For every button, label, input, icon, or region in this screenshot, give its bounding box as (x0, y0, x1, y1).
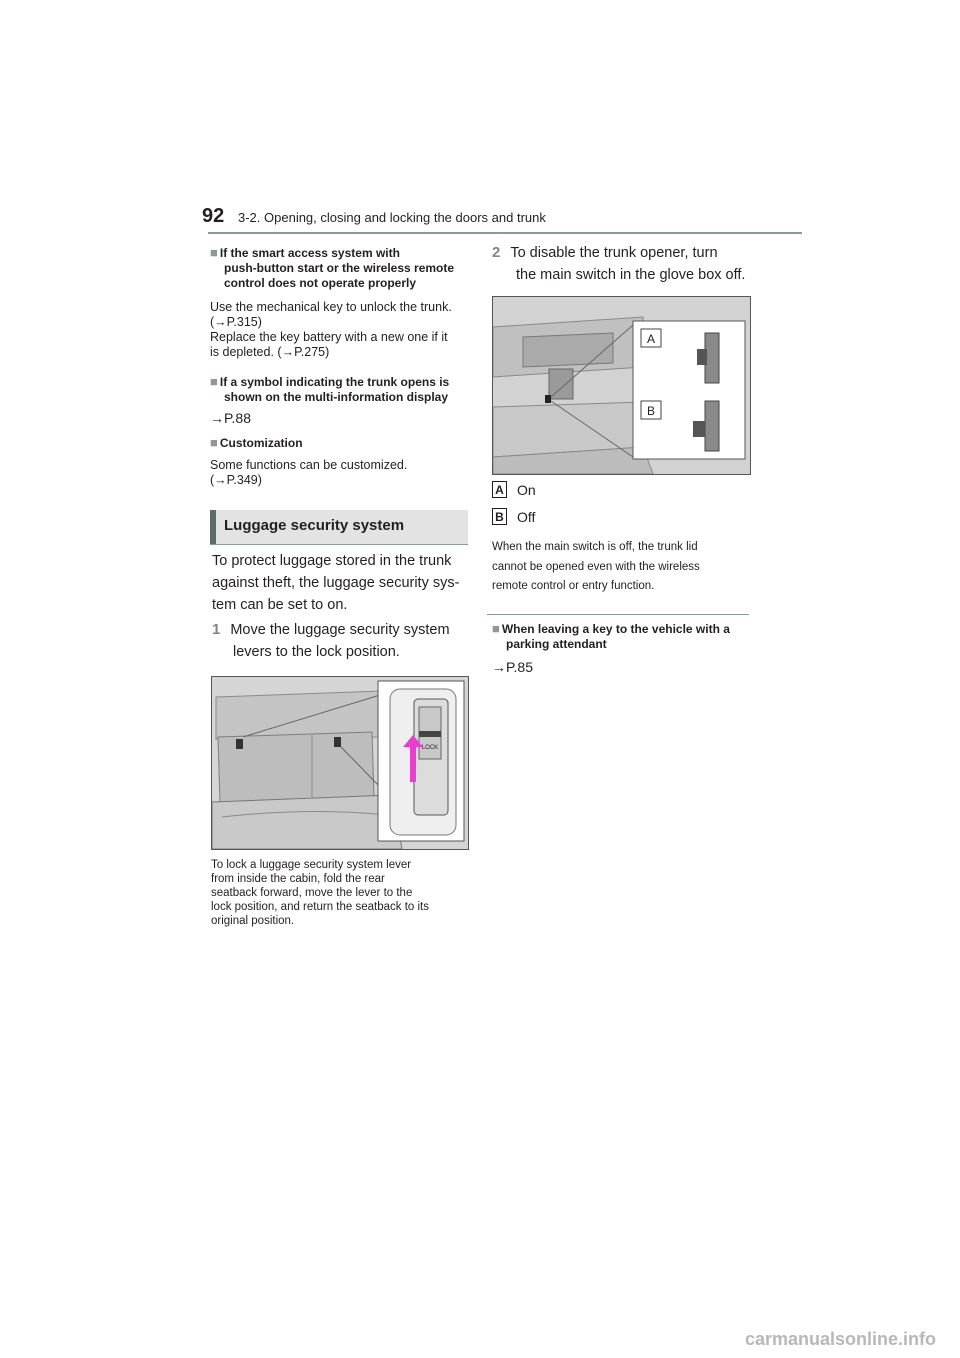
text-line: Use the mechanical key to unlock the trunk. (210, 300, 452, 314)
text-line: seatback forward, move the lever to the (211, 887, 413, 899)
legend-text: Off (517, 508, 536, 525)
legend-item-b (492, 508, 535, 525)
figure-caption (211, 858, 473, 928)
text-line: When the main switch is off, the trunk lid (492, 541, 698, 553)
section-heading-rule (210, 544, 468, 545)
header-rule (208, 232, 802, 234)
note-title-line: shown on the multi-information display (224, 390, 448, 404)
note-customization-text (210, 458, 472, 488)
text-line: levers to the lock position. (233, 644, 400, 660)
text-line: original position. (211, 915, 295, 927)
text-line: against theft, the luggage security sys- (212, 575, 460, 591)
legend-key: B (492, 508, 507, 525)
step-number: 1 (212, 621, 221, 638)
page-reference: (→P.315) (210, 315, 262, 329)
text-line: To lock a luggage security system lever (211, 859, 412, 871)
luggage-security-figure (211, 676, 469, 850)
figure-label-b: B (646, 404, 656, 418)
text-line: cannot be opened even with the wireless (492, 560, 700, 573)
intro-paragraph (212, 550, 474, 616)
page-reference: is depleted. (→P.275) (210, 345, 330, 359)
text-line: Move the luggage security system (230, 622, 450, 638)
switch-on-position (705, 333, 719, 383)
page-reference: →P.88 (210, 410, 251, 426)
square-bullet-icon: ■ (210, 245, 218, 260)
watermark: carmanualsonline.info (744, 1329, 936, 1349)
text-line: lock position, and return the seatback to its (211, 901, 429, 913)
step-1 (212, 619, 474, 663)
step-number: 2 (492, 244, 501, 261)
legend-key: A (492, 481, 507, 498)
note-title-line: Customization (219, 436, 303, 450)
page-reference: →P.85 (492, 659, 533, 675)
section-heading: Luggage security system (224, 517, 405, 534)
note-parking-title (492, 621, 754, 652)
note-customization-title (210, 435, 303, 451)
text-line: Replace the key battery with a new one if it (210, 330, 448, 344)
note-title-line: parking attendant (506, 637, 607, 651)
separator (487, 614, 749, 615)
text-line: tem can be set to on. (212, 597, 348, 613)
note-smart-access-title (210, 245, 472, 291)
switch-off-position (705, 401, 719, 451)
glove-box-illustration (493, 297, 750, 474)
section-title: 3-2. Opening, closing and locking the doors and trunk (238, 210, 546, 225)
note-smart-access-text (210, 300, 472, 360)
legend-item-a (492, 481, 536, 498)
note-title-line: If the smart access system with (219, 246, 400, 260)
text-line: Some functions can be customized. (210, 458, 408, 472)
text-line: from inside the cabin, fold the rear (211, 873, 385, 885)
lock-label: LOCK (421, 745, 439, 751)
note-title-line: If a symbol indicating the trunk opens is (219, 375, 450, 389)
text-line: To protect luggage stored in the trunk (212, 553, 452, 569)
trunk-illustration (212, 677, 468, 849)
note-title-line: push-button start or the wireless remote (224, 261, 455, 275)
note-title-line: When leaving a key to the vehicle with a (501, 622, 730, 636)
step-2 (492, 242, 762, 286)
main-switch-figure (492, 296, 751, 475)
square-bullet-icon: ■ (210, 435, 218, 450)
page-number: 92 (202, 205, 225, 227)
legend-text: On (517, 481, 536, 498)
text-line: To disable the trunk opener, turn (510, 245, 718, 261)
square-bullet-icon: ■ (210, 374, 218, 389)
note-title-line: control does not operate properly (224, 276, 417, 290)
main-switch-note (492, 538, 757, 597)
text-line: the main switch in the glove box off. (516, 267, 746, 283)
text-line: remote control or entry function. (492, 580, 655, 592)
figure-label-a: A (646, 332, 656, 346)
page-reference: (→P.349) (210, 473, 262, 487)
note-symbol-title (210, 374, 472, 405)
square-bullet-icon: ■ (492, 621, 500, 636)
